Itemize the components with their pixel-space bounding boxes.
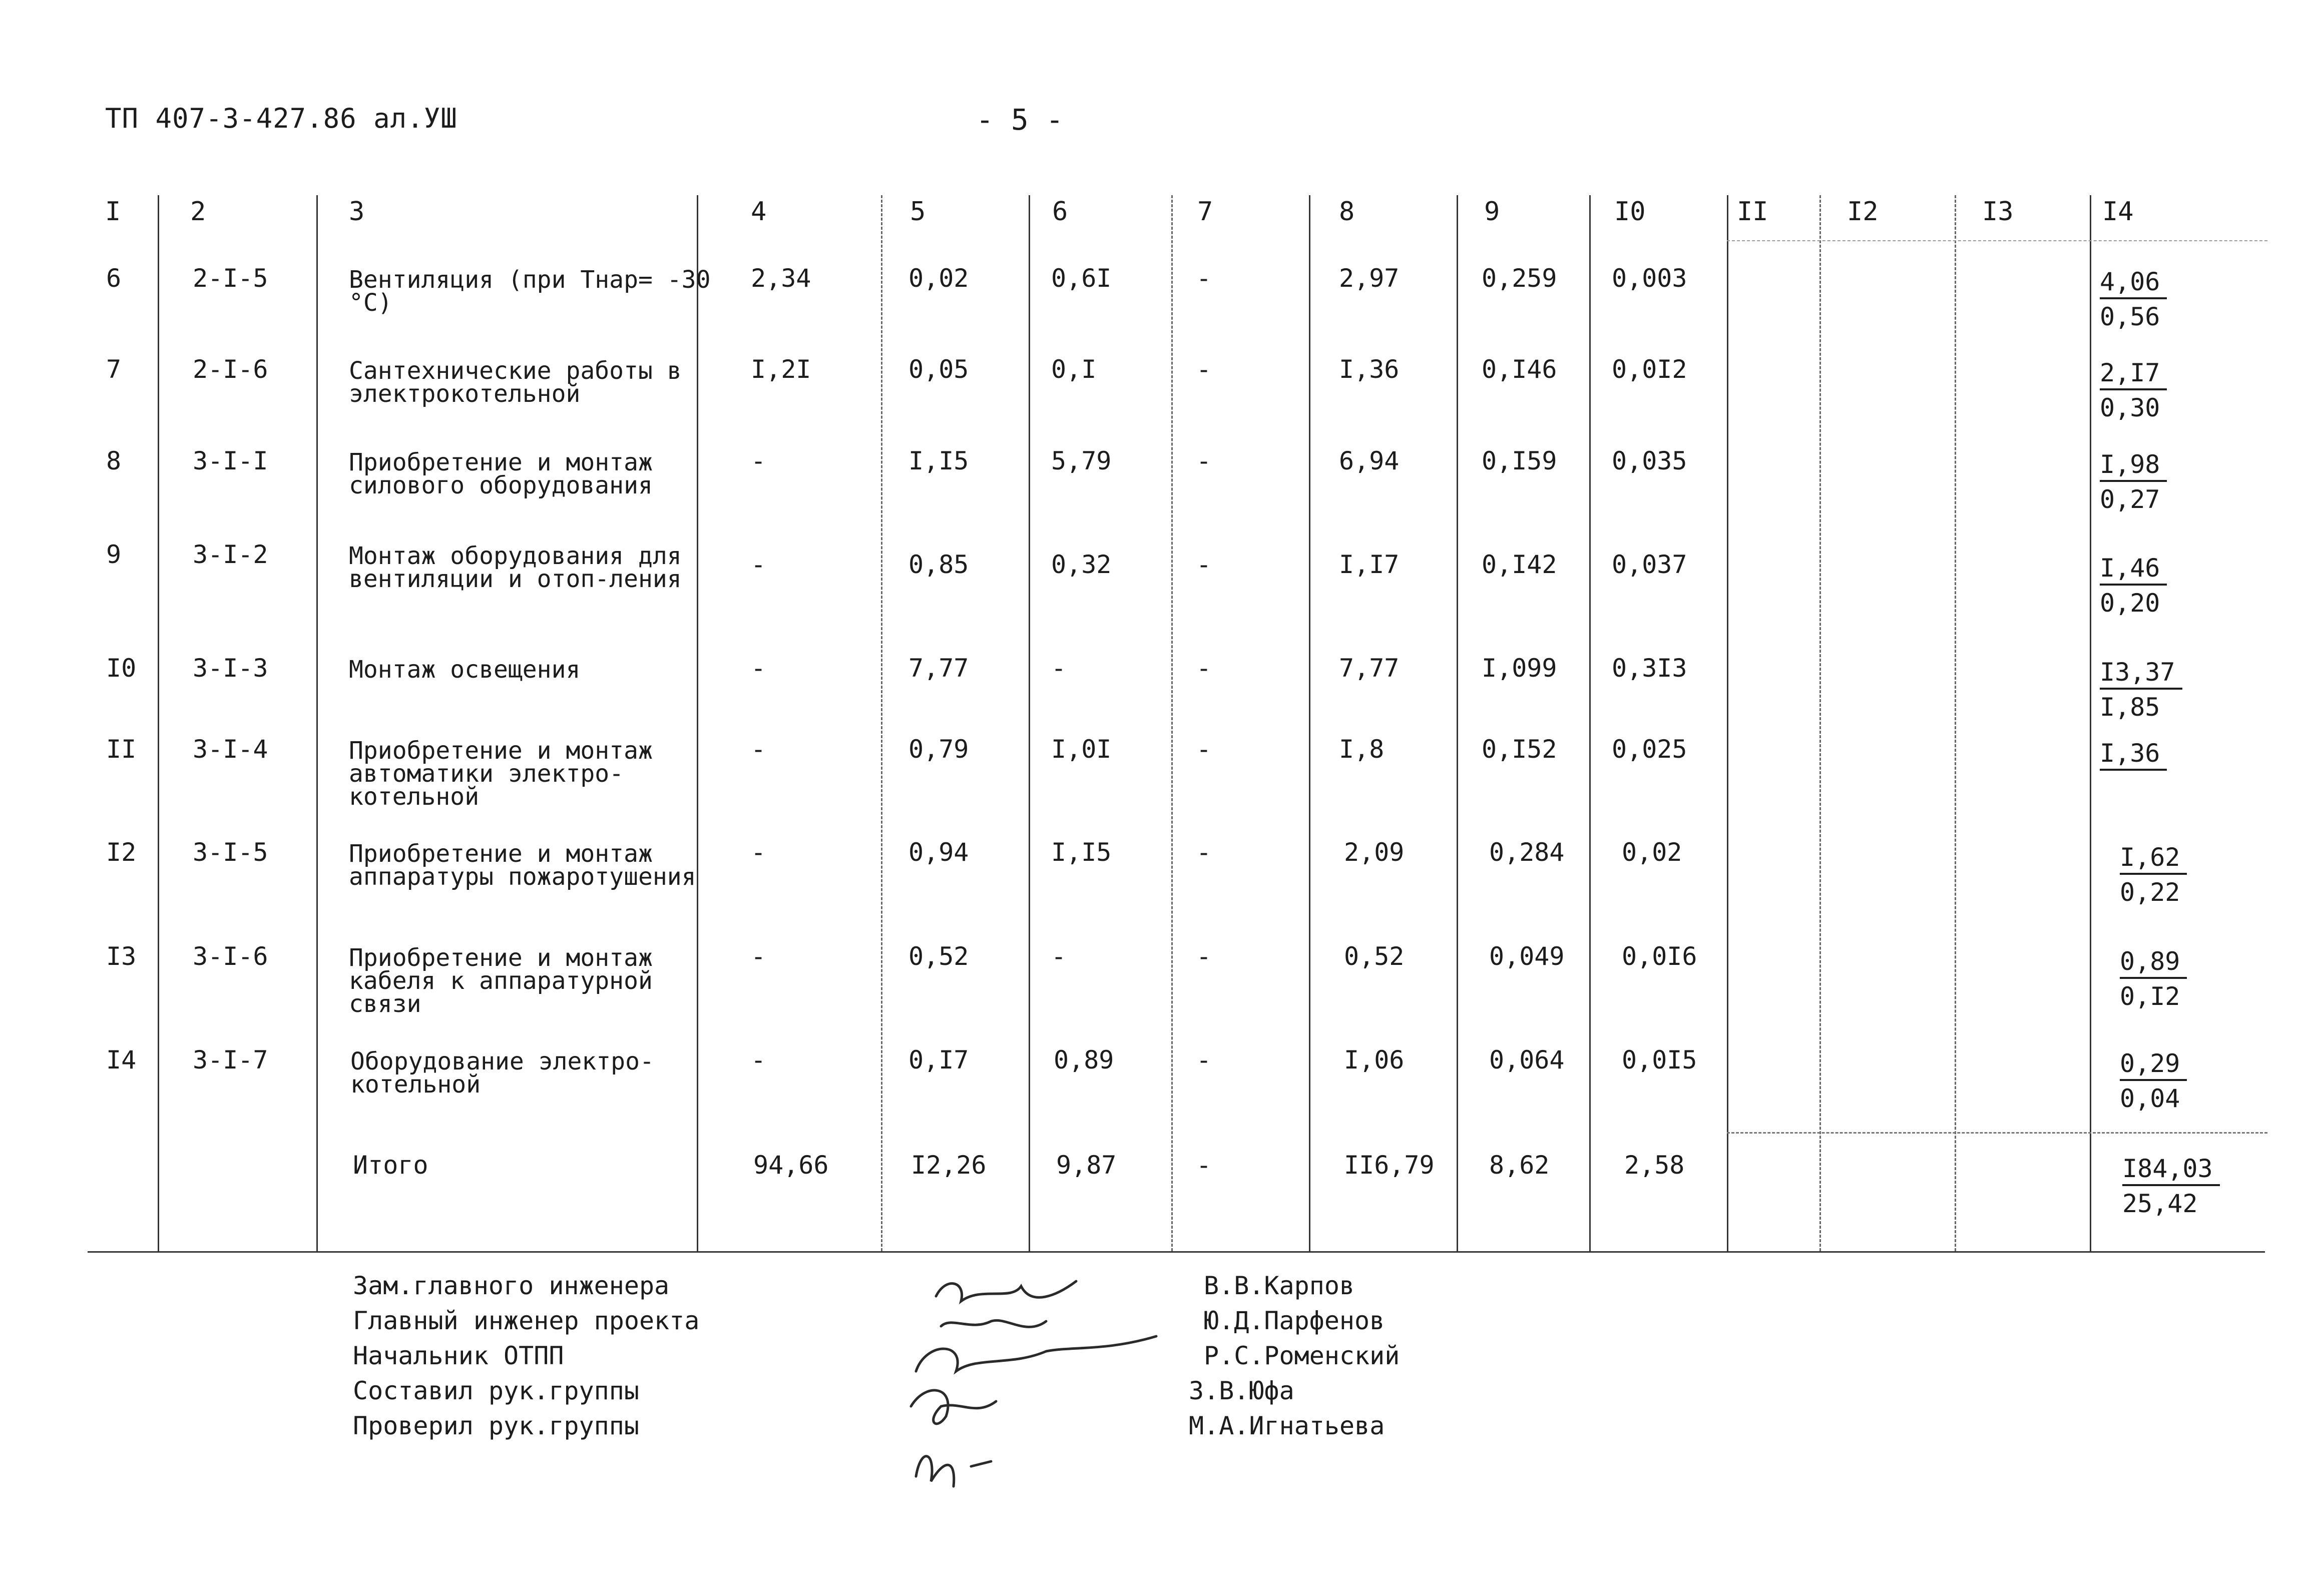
- row-number: 8: [106, 446, 122, 475]
- column-divider: [1457, 195, 1458, 1251]
- row-description: Вентиляция (при Тнар= -30 °С): [349, 266, 711, 317]
- fraction-denominator: I,85: [2100, 693, 2160, 722]
- total-col8: II6,79: [1344, 1151, 1435, 1180]
- row-col9: 0,I59: [1482, 446, 1557, 475]
- fraction-numerator: I3,37: [2100, 660, 2182, 690]
- column-divider: [1589, 195, 1591, 1251]
- row-number: I2: [106, 838, 137, 867]
- header-cell: I0: [1614, 197, 1646, 227]
- row-col7: -: [1196, 654, 1212, 683]
- row-col14-fraction: [2120, 845, 2187, 905]
- row-col9: 0,I52: [1482, 735, 1557, 764]
- row-description: Приобретение и монтаж автоматики электро-котельной: [349, 737, 653, 811]
- row-col14-fraction: [2100, 741, 2167, 776]
- row-col4: -: [751, 446, 766, 475]
- fraction-denominator: 0,56: [2100, 302, 2160, 331]
- header-cell: 6: [1052, 197, 1068, 227]
- fraction-numerator: 0,89: [2120, 949, 2187, 979]
- row-col4: -: [751, 1045, 766, 1075]
- row-col8: 0,52: [1344, 942, 1405, 971]
- row-col9: I,099: [1482, 654, 1557, 683]
- row-col14-fraction: [2100, 660, 2182, 720]
- column-divider: [2090, 195, 2091, 1251]
- row-col9: 0,259: [1482, 264, 1557, 293]
- row-col8: 6,94: [1339, 446, 1400, 475]
- row-col9: 0,I46: [1482, 355, 1557, 384]
- row-col14-fraction: [2120, 1051, 2187, 1111]
- header-cell: 8: [1339, 197, 1355, 227]
- total-col4: 94,66: [753, 1151, 829, 1180]
- row-col8: 7,77: [1339, 654, 1400, 683]
- row-col5: 0,05: [908, 355, 969, 384]
- row-col8: I,8: [1339, 735, 1385, 764]
- row-code: 3-I-3: [193, 654, 268, 683]
- row-col5: 0,94: [908, 838, 969, 867]
- row-col4: I,2I: [751, 355, 811, 384]
- row-col5: I,I5: [908, 446, 969, 475]
- row-description: Оборудование электро-котельной: [350, 1047, 654, 1099]
- table-bottom-border: [88, 1251, 2265, 1253]
- row-code: 2-I-6: [193, 355, 268, 384]
- fraction-denominator: 0,20: [2100, 589, 2160, 618]
- header-cell: 2: [190, 197, 206, 227]
- signatory-name: Ю.Д.Парфенов: [1204, 1306, 1385, 1335]
- row-number: I3: [106, 942, 137, 971]
- row-col5: 0,79: [908, 735, 969, 764]
- row-col7: -: [1196, 942, 1212, 971]
- row-col10: 0,0I5: [1622, 1045, 1697, 1075]
- row-col14-fraction: [2100, 360, 2167, 420]
- row-description: Приобретение и монтаж кабеля к аппаратурной связи: [349, 944, 653, 1018]
- row-code: 3-I-4: [193, 735, 268, 764]
- fraction-denominator: 0,I2: [2120, 982, 2180, 1011]
- column-divider: [158, 195, 159, 1251]
- row-col5: 0,52: [908, 942, 969, 971]
- row-col4: -: [751, 838, 766, 867]
- signatory-name: Р.С.Роменский: [1204, 1341, 1400, 1370]
- header-cell: II: [1737, 197, 1768, 227]
- fraction-denominator: [2100, 771, 2167, 776]
- row-col6: 0,32: [1051, 550, 1112, 579]
- row-col9: 0,064: [1489, 1045, 1565, 1075]
- document-code: ТП 407-3-427.86 ал.УШ: [105, 103, 457, 134]
- header-cell: 3: [349, 197, 365, 227]
- total-col10: 2,58: [1624, 1151, 1685, 1180]
- fraction-denominator: 25,42: [2122, 1189, 2198, 1218]
- column-divider: [1171, 195, 1173, 1251]
- total-col7: -: [1196, 1151, 1212, 1180]
- row-col6: I,I5: [1051, 838, 1112, 867]
- column-divider: [1727, 195, 1728, 1251]
- row-col4: 2,34: [751, 264, 811, 293]
- row-code: 3-I-5: [193, 838, 268, 867]
- row-col6: 5,79: [1051, 446, 1112, 475]
- fraction-denominator: 0,04: [2120, 1084, 2180, 1113]
- total-col9: 8,62: [1489, 1151, 1550, 1180]
- row-col4: -: [751, 550, 766, 579]
- fraction-numerator: I84,03: [2122, 1156, 2220, 1186]
- signatory-name: З.В.Юфа: [1189, 1376, 1294, 1405]
- header-cell: 5: [910, 197, 926, 227]
- row-col8: I,36: [1339, 355, 1400, 384]
- fraction-numerator: 4,06: [2100, 269, 2167, 299]
- row-col10: 0,3I3: [1612, 654, 1687, 683]
- row-col8: I,06: [1344, 1045, 1405, 1075]
- column-divider: [1309, 195, 1310, 1251]
- row-col14-fraction: [2100, 556, 2167, 616]
- row-col6: -: [1051, 942, 1067, 971]
- page-number: - 5 -: [976, 103, 1064, 137]
- row-col10: 0,0I6: [1622, 942, 1697, 971]
- header-cell: 9: [1484, 197, 1500, 227]
- row-col7: -: [1196, 838, 1212, 867]
- column-divider: [1819, 195, 1821, 1251]
- row-col6: -: [1051, 654, 1067, 683]
- row-col7: -: [1196, 735, 1212, 764]
- header-cell: I2: [1847, 197, 1879, 227]
- row-col10: 0,003: [1612, 264, 1687, 293]
- row-col5: 0,02: [908, 264, 969, 293]
- row-col6: 0,89: [1054, 1045, 1114, 1075]
- total-label: Итого: [353, 1151, 428, 1180]
- row-col5: 0,85: [908, 550, 969, 579]
- row-col9: 0,284: [1489, 838, 1565, 867]
- signatory-title: Составил рук.группы: [353, 1376, 639, 1405]
- row-col10: 0,025: [1612, 735, 1687, 764]
- row-col4: -: [751, 735, 766, 764]
- fraction-numerator: 0,29: [2120, 1051, 2187, 1081]
- fraction-numerator: I,62: [2120, 845, 2187, 875]
- row-col6: 0,I: [1051, 355, 1097, 384]
- row-col7: -: [1196, 550, 1212, 579]
- handwritten-signatures: [896, 1266, 1176, 1506]
- fraction-numerator: I,98: [2100, 452, 2167, 482]
- row-col14-fraction: [2120, 949, 2187, 1009]
- row-col14-fraction: [2100, 452, 2167, 512]
- row-col8: 2,97: [1339, 264, 1400, 293]
- total-col14-fraction: [2122, 1156, 2220, 1216]
- row-code: 3-I-6: [193, 942, 268, 971]
- total-separator: [1727, 1132, 2267, 1134]
- row-col8: 2,09: [1344, 838, 1405, 867]
- row-number: I4: [106, 1045, 137, 1075]
- row-col10: 0,02: [1622, 838, 1682, 867]
- header-cell: 4: [751, 197, 767, 227]
- row-col7: -: [1196, 446, 1212, 475]
- column-divider: [881, 195, 882, 1251]
- fraction-denominator: 0,27: [2100, 485, 2160, 514]
- signatory-title: Зам.главного инженера: [353, 1271, 670, 1300]
- header-cell: I3: [1982, 197, 2014, 227]
- row-number: 7: [106, 355, 122, 384]
- header-cell: I4: [2102, 197, 2134, 227]
- row-col10: 0,035: [1612, 446, 1687, 475]
- row-number: 6: [106, 264, 122, 293]
- total-col6: 9,87: [1056, 1151, 1117, 1180]
- row-col10: 0,0I2: [1612, 355, 1687, 384]
- row-code: 3-I-7: [193, 1045, 268, 1075]
- row-code: 2-I-5: [193, 264, 268, 293]
- row-col7: -: [1196, 1045, 1212, 1075]
- fraction-numerator: I,46: [2100, 556, 2167, 586]
- total-col5: I2,26: [911, 1151, 987, 1180]
- row-description: Монтаж оборудования для вентиляции и отоп-ления: [349, 542, 682, 593]
- row-code: 3-I-I: [193, 446, 268, 475]
- row-description: Сантехнические работы в электрокотельной: [349, 357, 682, 408]
- row-description: Приобретение и монтаж силового оборудования: [349, 448, 653, 499]
- row-col10: 0,037: [1612, 550, 1687, 579]
- header-cell: 7: [1197, 197, 1213, 227]
- row-col7: -: [1196, 264, 1212, 293]
- signatory-title: Начальник ОТПП: [353, 1341, 564, 1370]
- fraction-denominator: 0,30: [2100, 393, 2160, 422]
- signatory-name: М.А.Игнатьева: [1189, 1411, 1385, 1440]
- row-description: Монтаж освещения: [349, 656, 581, 684]
- row-col7: -: [1196, 355, 1212, 384]
- signatory-title: Главный инженер проекта: [353, 1306, 700, 1335]
- row-col6: 0,6I: [1051, 264, 1112, 293]
- row-col8: I,I7: [1339, 550, 1400, 579]
- fraction-denominator: 0,22: [2120, 878, 2180, 907]
- fraction-numerator: 2,I7: [2100, 360, 2167, 390]
- row-number: 9: [106, 540, 122, 569]
- row-col9: 0,I42: [1482, 550, 1557, 579]
- row-col5: 7,77: [908, 654, 969, 683]
- row-col4: -: [751, 942, 766, 971]
- row-col14-fraction: [2100, 269, 2167, 329]
- row-code: 3-I-2: [193, 540, 268, 569]
- row-col5: 0,I7: [908, 1045, 969, 1075]
- signatory-title: Проверил рук.группы: [353, 1411, 639, 1440]
- header-cell: I: [105, 197, 121, 227]
- column-divider: [1029, 195, 1030, 1251]
- header-underline: [1727, 240, 2267, 241]
- row-number: II: [106, 735, 137, 764]
- row-number: I0: [106, 654, 137, 683]
- signatory-name: В.В.Карпов: [1204, 1271, 1355, 1300]
- column-divider: [316, 195, 318, 1251]
- column-divider: [1955, 195, 1956, 1251]
- row-description: Приобретение и монтаж аппаратуры пожаротушения: [349, 840, 696, 891]
- fraction-numerator: I,36: [2100, 741, 2167, 771]
- row-col9: 0,049: [1489, 942, 1565, 971]
- row-col4: -: [751, 654, 766, 683]
- row-col6: I,0I: [1051, 735, 1112, 764]
